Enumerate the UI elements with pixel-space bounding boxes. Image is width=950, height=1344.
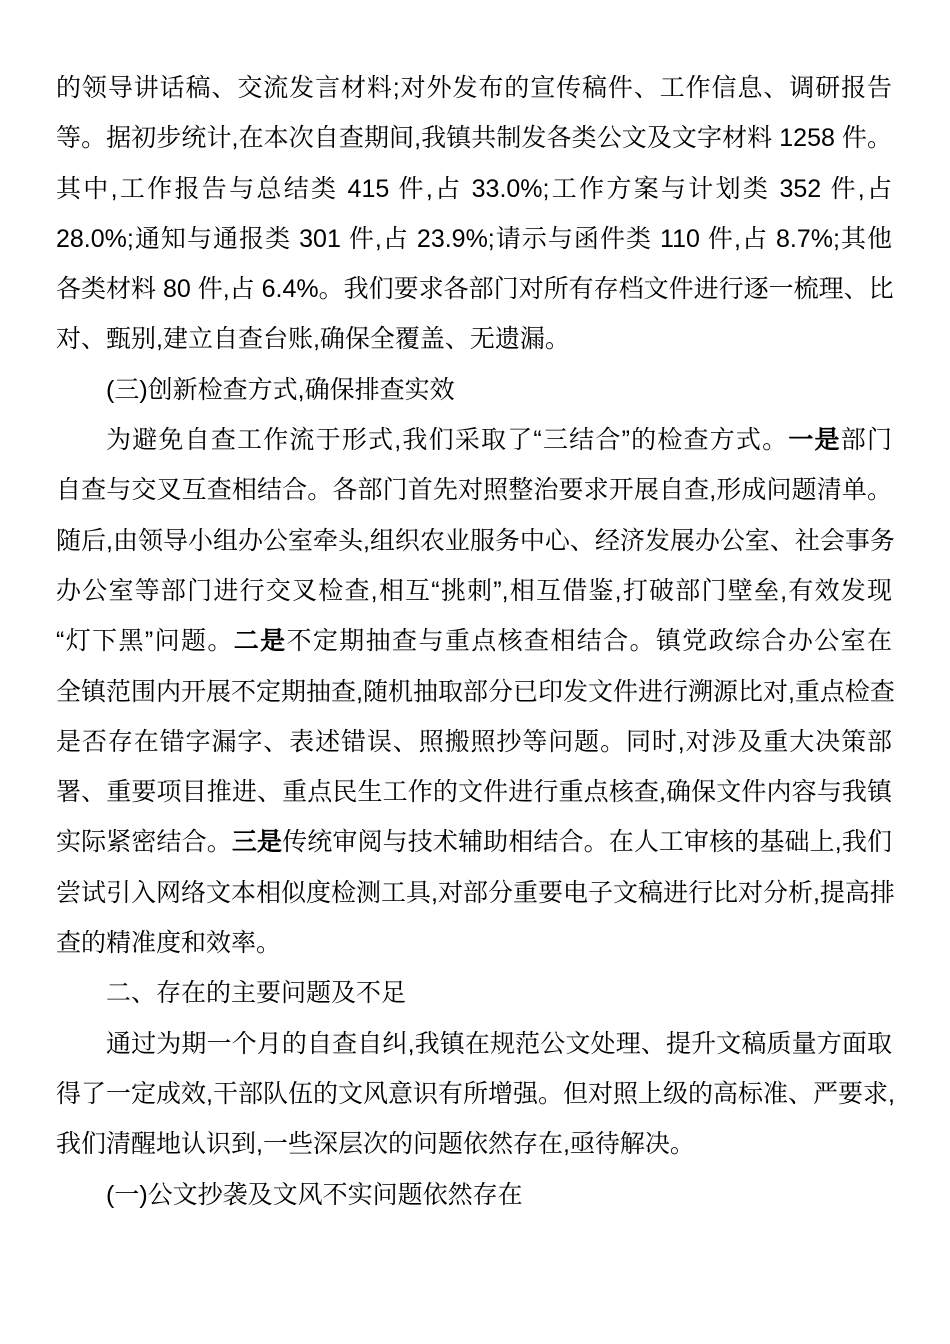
text-run: 28.0%;通知与通报类 301 件,占 23.9%;请示与函件类 110 件,占 8.7%;其他: [56, 224, 892, 253]
text-run: (三)创新检查方式,确保排查实效: [106, 375, 455, 404]
text-line: [56, 314, 892, 364]
text-line: [56, 868, 895, 918]
bold-emphasis: 一是: [788, 426, 841, 455]
text-line: [56, 1119, 892, 1169]
text-line: [56, 113, 892, 163]
text-line: [56, 918, 892, 968]
text-run: 办公室等部门进行交叉检查,相互“挑刺”,相互借鉴,打破部门壁垒,有效发现: [56, 576, 892, 605]
text-run: 不定期抽查与重点核查相结合。镇党政综合办公室在: [286, 627, 892, 656]
text-line: [56, 616, 892, 666]
text-line: [56, 1069, 895, 1119]
text-line: [56, 566, 892, 616]
text-line: [56, 214, 892, 264]
text-line: [56, 817, 892, 867]
text-line: [56, 465, 892, 515]
text-run: 查的精准度和效率。: [56, 929, 282, 958]
text-run: “灯下黑”问题。: [56, 627, 234, 656]
text-line: [56, 264, 892, 314]
text-run: 部门: [840, 426, 892, 455]
text-line: [56, 164, 892, 214]
text-line: [56, 767, 892, 817]
text-run: 署、重要项目推进、重点民生工作的文件进行重点核查,确保文件内容与我镇: [56, 778, 892, 807]
text-line: [56, 717, 892, 767]
text-run: 传统审阅与技术辅助相结合。在人工审核的基础上,我们: [282, 828, 892, 857]
text-run: 二、存在的主要问题及不足: [106, 979, 407, 1008]
bold-emphasis: 三是: [231, 828, 283, 857]
text-run: 实际紧密结合。: [56, 828, 232, 857]
text-run: 自查与交叉互查相结合。各部门首先对照整治要求开展自查,形成问题清单。: [56, 476, 892, 505]
text-run: 的领导讲话稿、交流发言材料;对外发布的宣传稿件、工作信息、调研报告: [56, 74, 892, 102]
text-run: 通过为期一个月的自查自纠,我镇在规范公文处理、提升文稿质量方面取: [106, 1029, 892, 1058]
text-run: 是否存在错字漏字、表述错误、照搬照抄等问题。同时,对涉及重大决策部: [56, 727, 892, 756]
text-run: 随后,由领导小组办公室牵头,组织农业服务中心、经济发展办公室、社会事务: [56, 526, 895, 555]
text-line: [56, 516, 895, 566]
text-line: [56, 1019, 892, 1069]
text-run: 各类材料 80 件,占 6.4%。我们要求各部门对所有存档文件进行逐一梳理、比: [56, 275, 894, 304]
text-run: 其中,工作报告与总结类 415 件,占 33.0%;工作方案与计划类 352 件,占: [56, 174, 892, 203]
section-heading: [56, 365, 892, 415]
bold-emphasis: 二是: [233, 627, 287, 656]
text-line: [56, 415, 892, 465]
text-line: [56, 667, 895, 717]
section-heading: [56, 968, 892, 1018]
text-line: [56, 63, 892, 113]
text-run: 尝试引入网络文本相似度检测工具,对部分重要电子文稿进行比对分析,提高排: [56, 878, 895, 907]
document-body: [56, 63, 895, 1220]
text-run: 为避免自查工作流于形式,我们采取了“三结合”的检查方式。: [106, 426, 789, 455]
section-heading: [56, 1170, 892, 1220]
text-run: 对、甄别,建立自查台账,确保全覆盖、无遗漏。: [56, 325, 570, 354]
text-run: 等。据初步统计,在本次自查期间,我镇共制发各类公文及文字材料 1258 件。: [56, 124, 892, 153]
text-run: (一)公文抄袭及文风不实问题依然存在: [106, 1180, 523, 1209]
text-run: 全镇范围内开展不定期抽查,随机抽取部分已印发文件进行溯源比对,重点检查: [56, 677, 895, 706]
text-run: 得了一定成效,干部队伍的文风意识有所增强。但对照上级的高标准、严要求,: [56, 1079, 895, 1108]
text-run: 我们清醒地认识到,一些深层次的问题依然存在,亟待解决。: [56, 1130, 695, 1159]
